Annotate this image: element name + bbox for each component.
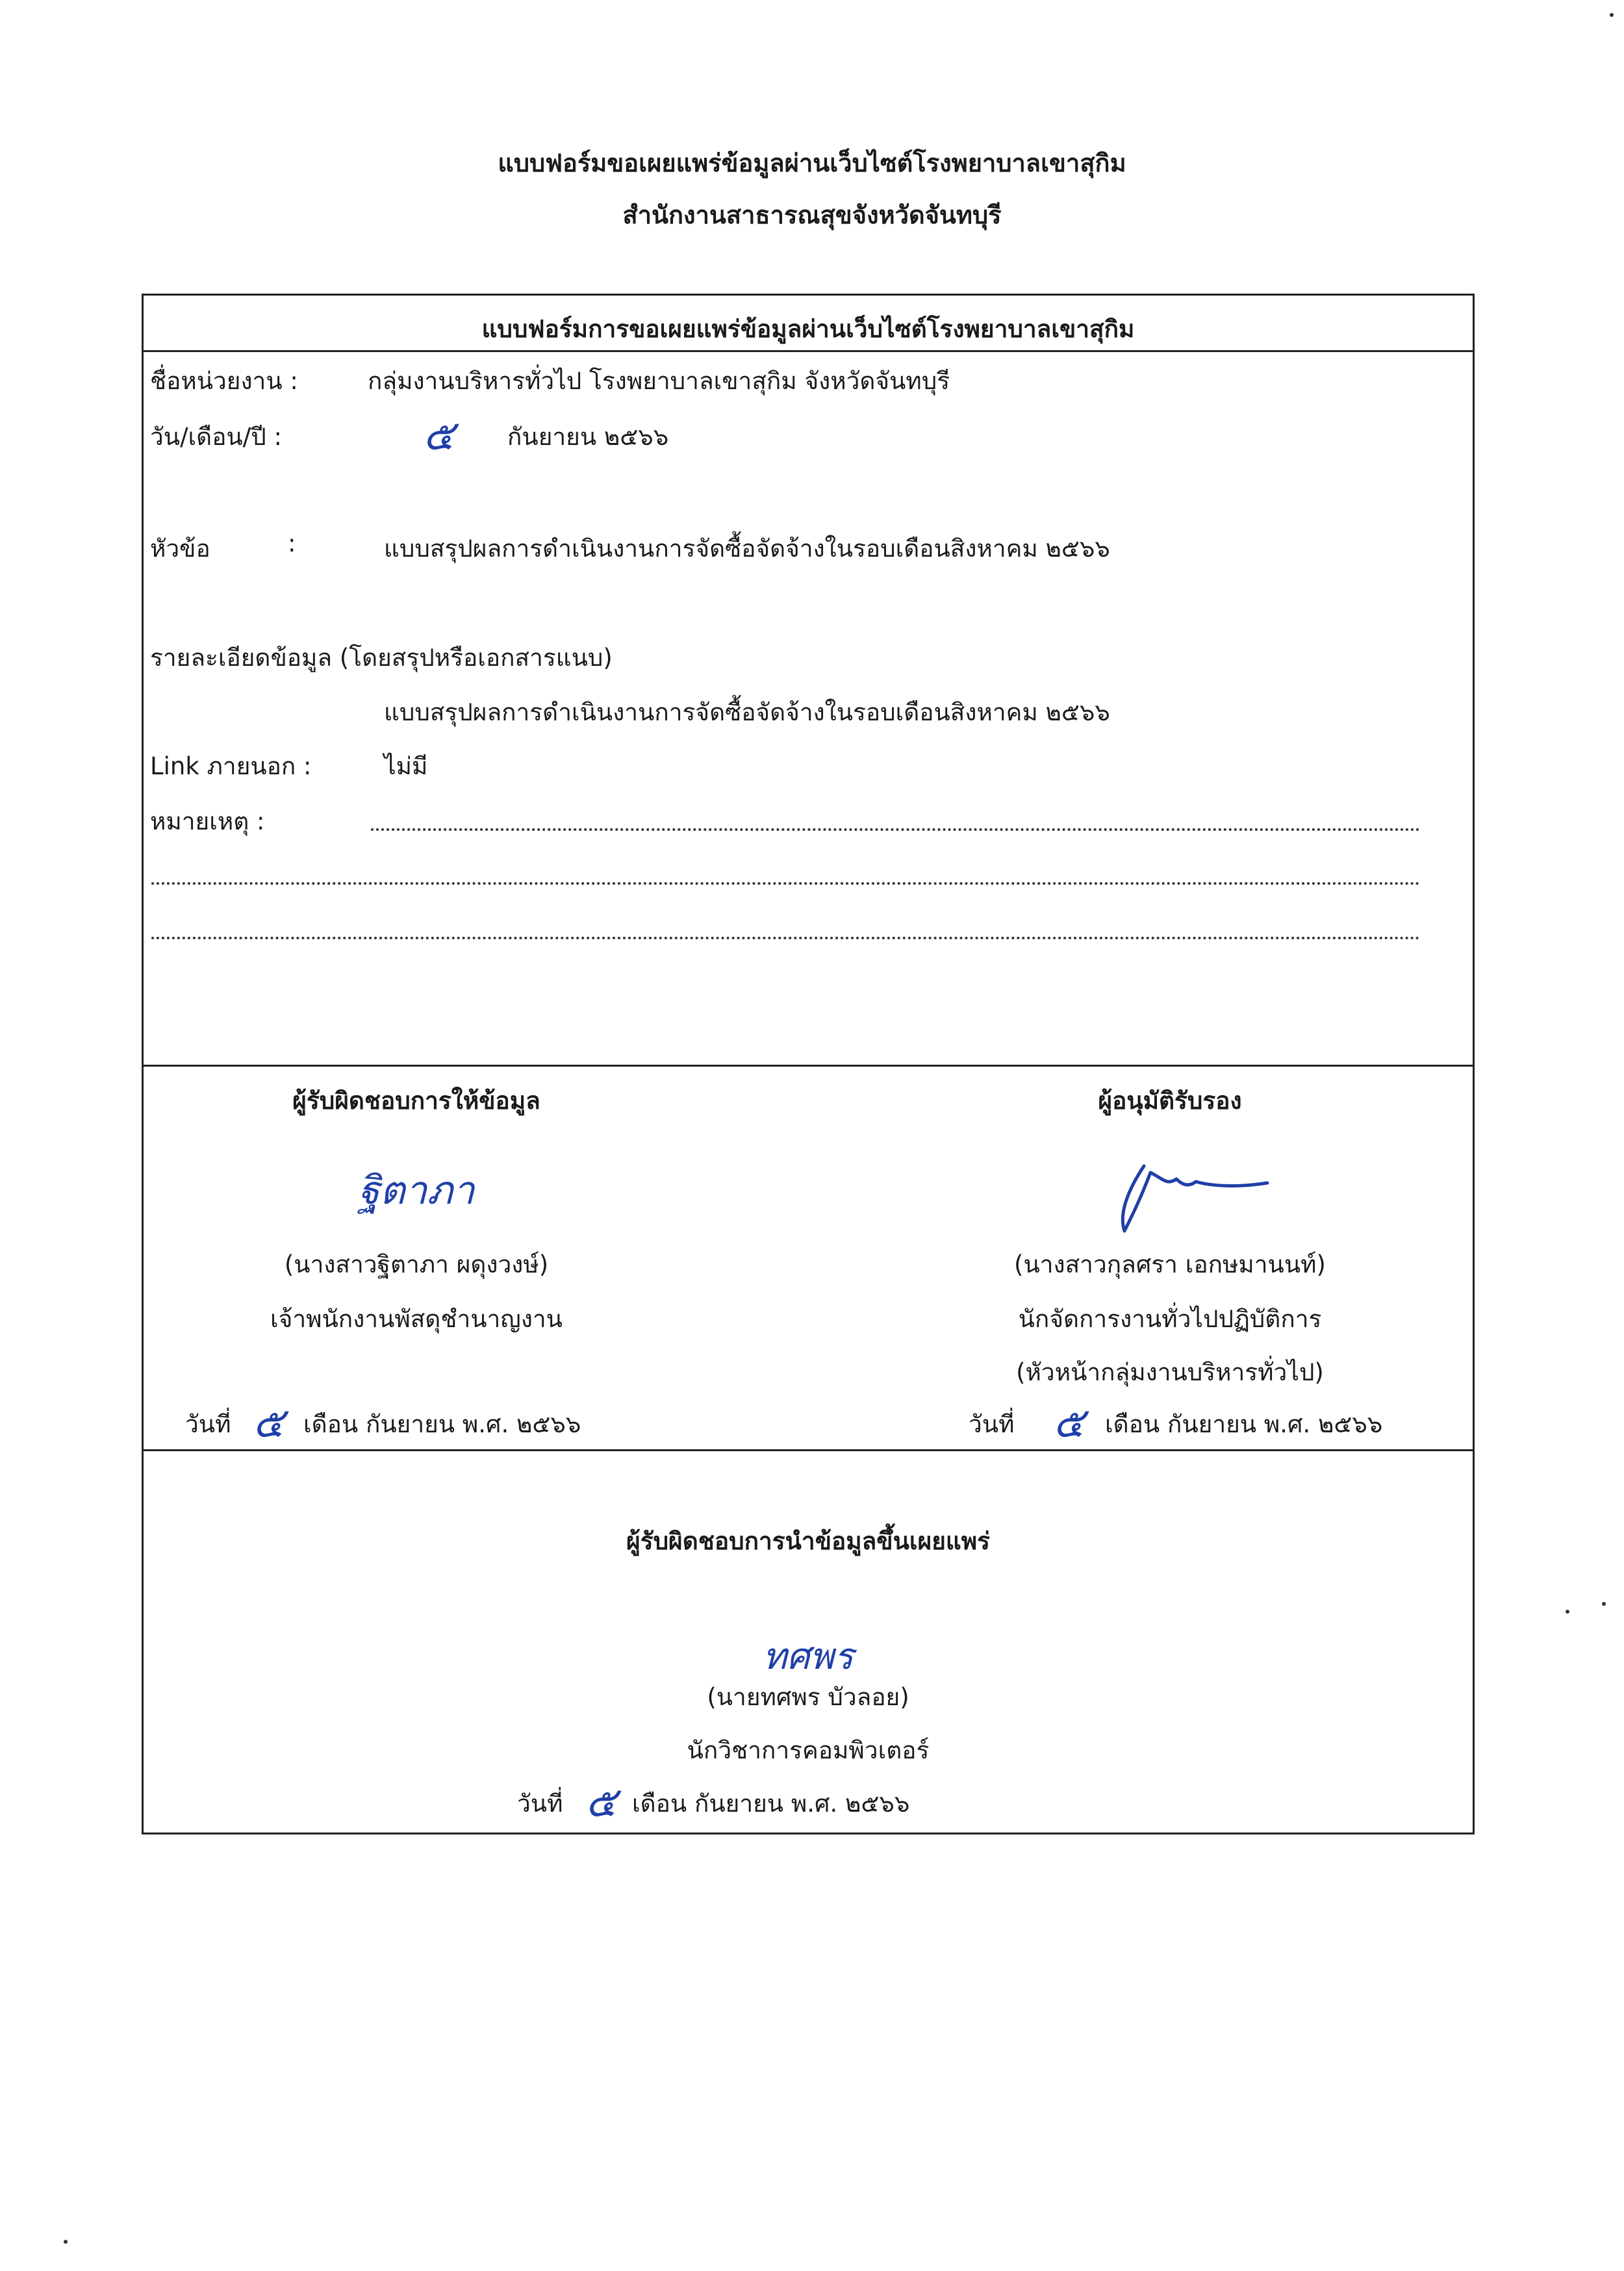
approver-heading: ผู้อนุมัติรับรอง: [1098, 1087, 1242, 1115]
unit-label: ชื่อหน่วยงาน :: [150, 367, 298, 395]
remark-dotted-line-2: [151, 882, 1420, 885]
provider-signature: ฐิตาภา: [358, 1168, 475, 1213]
remark-label: หมายเหตุ :: [150, 807, 265, 835]
approver-name: (นางสาวกุลศรา เอกษมานนท์): [1014, 1250, 1326, 1278]
approver-position: นักจัดการงานทั่วไปปฏิบัติการ: [1018, 1305, 1322, 1333]
date-label: วัน/เดือน/ปี :: [150, 423, 282, 451]
scan-speck: [64, 2240, 68, 2244]
topic-label: หัวข้อ: [150, 535, 210, 563]
remark-dotted-line-1: [371, 828, 1420, 831]
date-value: กันยายน ๒๕๖๖: [507, 423, 669, 451]
publisher-section-divider: [144, 1449, 1473, 1451]
remark-dotted-line-3: [151, 937, 1420, 939]
form-box: [142, 294, 1475, 1834]
scan-speck: [1602, 1602, 1606, 1606]
approver-date-prefix: วันที่: [969, 1410, 1015, 1438]
document-subtitle: สำนักงานสาธารณสุขจังหวัดจันทบุรี: [622, 201, 1002, 229]
document-title: แบบฟอร์มขอเผยแพร่ข้อมูลผ่านเว็บไซต์โรงพยาบาลเขาสุกิม: [498, 149, 1126, 177]
approver-signature: [1105, 1140, 1300, 1244]
scan-speck: [1566, 1610, 1569, 1614]
publisher-heading: ผู้รับผิดชอบการนำข้อมูลขึ้นเผยแพร่: [626, 1527, 990, 1555]
link-value: ไม่มี: [384, 752, 428, 780]
signature-section-divider: [144, 1065, 1473, 1067]
provider-date-day: ๕: [253, 1399, 285, 1447]
approver-date-day: ๕: [1053, 1399, 1085, 1447]
publisher-date-suffix: เดือน กันยายน พ.ศ. ๒๕๖๖: [632, 1790, 910, 1818]
publisher-position: นักวิชาการคอมพิวเตอร์: [687, 1736, 930, 1764]
unit-value: กลุ่มงานบริหารทั่วไป โรงพยาบาลเขาสุกิม จังหวัดจันทบุรี: [368, 367, 950, 395]
publisher-date-prefix: วันที่: [517, 1790, 563, 1818]
provider-name: (นางสาวฐิตาภา ผดุงวงษ์): [284, 1250, 549, 1278]
publisher-date-day: ๕: [585, 1779, 617, 1827]
publisher-signature: ทศพร: [763, 1636, 854, 1678]
publisher-name: (นายทศพร บัวลอย): [707, 1683, 909, 1711]
approver-position-note: (หัวหน้ากลุ่มงานบริหารทั่วไป): [1016, 1358, 1324, 1386]
approver-date-suffix: เดือน กันยายน พ.ศ. ๒๕๖๖: [1105, 1410, 1383, 1438]
detail-value: แบบสรุปผลการดำเนินงานการจัดซื้อจัดจ้างในรอบเดือนสิงหาคม ๒๕๖๖: [384, 698, 1110, 726]
form-title: แบบฟอร์มการขอเผยแพร่ข้อมูลผ่านเว็บไซต์โรงพยาบาลเขาสุกิม: [481, 315, 1135, 343]
provider-heading: ผู้รับผิดชอบการให้ข้อมูล: [292, 1087, 540, 1115]
scan-speck: [1610, 13, 1614, 17]
provider-date-prefix: วันที่: [185, 1410, 231, 1438]
title-divider: [144, 350, 1473, 352]
provider-date-suffix: เดือน กันยายน พ.ศ. ๒๕๖๖: [303, 1410, 581, 1438]
topic-value: แบบสรุปผลการดำเนินงานการจัดซื้อจัดจ้างในรอบเดือนสิงหาคม ๒๕๖๖: [384, 535, 1110, 563]
topic-colon: :: [288, 529, 296, 557]
link-label: Link ภายนอก :: [150, 752, 312, 780]
detail-label: รายละเอียดข้อมูล (โดยสรุปหรือเอกสารแนบ): [150, 644, 613, 672]
provider-position: เจ้าพนักงานพัสดุชำนาญงาน: [270, 1305, 563, 1333]
date-day-handwritten: ๕: [423, 412, 455, 460]
